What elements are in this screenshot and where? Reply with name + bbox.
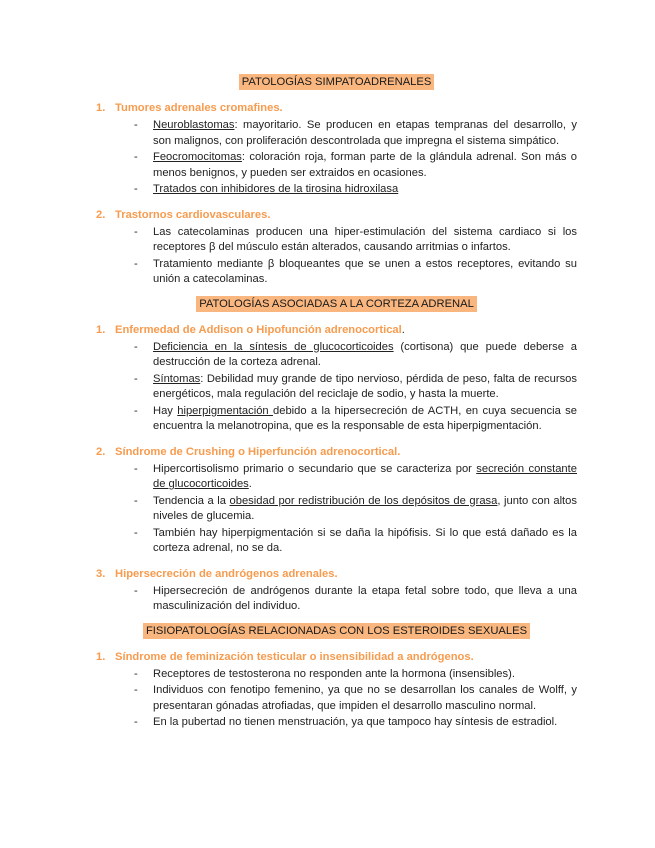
list-item bbox=[134, 225, 577, 256]
list-item bbox=[134, 683, 577, 714]
list-item bbox=[134, 494, 577, 525]
bullet-list bbox=[96, 667, 577, 731]
section bbox=[96, 74, 577, 288]
bullet-list bbox=[96, 118, 577, 198]
list-item bbox=[134, 257, 577, 288]
list-item bbox=[134, 340, 577, 371]
section-banner: PATOLOGÍAS ASOCIADAS A LA CORTEZA ADRENAL bbox=[196, 296, 477, 312]
dash-bullet: - bbox=[134, 372, 138, 385]
body-text: Hipersecreción de andrógenos durante la etapa fetal sobre todo, que lleva a una masculinización del individuo. bbox=[153, 584, 577, 612]
section-banner: PATOLOGÍAS SIMPATOADRENALES bbox=[239, 74, 435, 90]
heading-text: Trastornos cardiovasculares. bbox=[115, 208, 271, 221]
section bbox=[96, 296, 577, 615]
list-item bbox=[134, 404, 577, 435]
list-item bbox=[134, 667, 577, 683]
list-item bbox=[134, 526, 577, 557]
list-item bbox=[134, 118, 577, 149]
numbered-heading bbox=[96, 444, 577, 460]
body-text: (cortisona) que puede deberse a destrucción de la corteza adrenal. bbox=[153, 340, 577, 368]
heading-number: 1. bbox=[96, 323, 106, 336]
list-item bbox=[134, 182, 577, 198]
heading-number: 1. bbox=[96, 650, 106, 663]
bullet-list bbox=[96, 225, 577, 288]
body-text: Tendencia a la bbox=[153, 494, 230, 507]
dash-bullet: - bbox=[134, 404, 138, 417]
body-text: Las catecolaminas producen una hiper-estimulación del sistema cardiaco si los receptores β del músculo están alterados, causando arritmias o infartos. bbox=[153, 225, 577, 253]
dash-bullet: - bbox=[134, 716, 138, 728]
dash-bullet: - bbox=[134, 684, 138, 696]
underlined-text: Deficiencia en la síntesis de glucocorticoides bbox=[153, 340, 394, 353]
heading-number: 2. bbox=[96, 208, 106, 221]
dash-bullet: - bbox=[134, 340, 138, 353]
body-text: : Debilidad muy grande de tipo nervioso, pérdida de peso, falta de recursos energéticos, mala regulación del reciclaje de sodio, y hasta la muerte. bbox=[153, 372, 577, 400]
list-item bbox=[134, 584, 577, 615]
heading-number: 2. bbox=[96, 445, 106, 458]
underlined-text: Síntomas bbox=[153, 372, 201, 385]
body-text: En la pubertad no tienen menstruación, ya que tampoco hay síntesis de estradiol. bbox=[153, 716, 558, 728]
body-text: Individuos con fenotipo femenino, ya que no se desarrollan los canales de Wolff, y presentaran gónadas atrofiadas, que impiden el desarrollo masculino normal. bbox=[153, 684, 577, 712]
dash-bullet: - bbox=[134, 584, 138, 597]
dash-bullet: - bbox=[134, 183, 138, 195]
heading-text: Síndrome de feminización testicular o insensibilidad a andrógenos. bbox=[115, 650, 474, 663]
body-text: Receptores de testosterona no responden ante la hormona (insensibles). bbox=[153, 667, 515, 680]
list-item bbox=[134, 150, 577, 181]
underlined-text: Neuroblastomas bbox=[153, 119, 235, 131]
dash-bullet: - bbox=[134, 119, 138, 131]
list-item bbox=[134, 462, 577, 493]
underlined-text: secreción constante de glucocorticoides bbox=[153, 462, 577, 490]
dash-bullet: - bbox=[134, 526, 138, 539]
underlined-text: obesidad por redistribución de los depósitos de grasa bbox=[229, 494, 498, 507]
dash-bullet: - bbox=[134, 462, 138, 475]
numbered-heading bbox=[96, 100, 577, 116]
body-text: : mayoritario. Se producen en etapas tempranas del desarrollo, y son malignos, con proliferación descontrolada que impregna el sistema simpático. bbox=[153, 119, 577, 147]
body-text: También hay hiperpigmentación si se daña la hipófisis. Si lo que está dañado es la corteza adrenal, no se da. bbox=[153, 526, 577, 554]
dash-bullet: - bbox=[134, 257, 138, 270]
section-banner: FISIOPATOLOGÍAS RELACIONADAS CON LOS ESTEROIDES SEXUALES bbox=[143, 623, 530, 639]
heading-text: Hipersecreción de andrógenos adrenales. bbox=[115, 567, 338, 580]
list-item bbox=[134, 372, 577, 403]
dash-bullet: - bbox=[134, 151, 138, 163]
heading-text: Síndrome de Crushing o Hiperfunción adrenocortical. bbox=[115, 445, 401, 458]
body-text: , junto con altos niveles de glucemia. bbox=[153, 494, 577, 522]
heading-suffix: . bbox=[401, 323, 405, 336]
body-text: Hay bbox=[153, 404, 178, 417]
underlined-text: Tratados con inhibidores de la tirosina hidroxilasa bbox=[153, 183, 399, 195]
heading-text: Tumores adrenales cromafines. bbox=[115, 102, 283, 114]
numbered-heading bbox=[96, 322, 577, 338]
body-text: . bbox=[248, 478, 252, 490]
body-text: Tratamiento mediante β bloqueantes que se unen a estos receptores, evitando su unión a catecolaminas. bbox=[153, 257, 577, 285]
heading-number: 3. bbox=[96, 567, 106, 580]
section-heading bbox=[96, 296, 577, 312]
numbered-heading bbox=[96, 566, 577, 582]
heading-text: Enfermedad de Addison o Hipofunción adrenocortical bbox=[115, 323, 402, 336]
numbered-heading bbox=[96, 649, 577, 665]
numbered-heading bbox=[96, 207, 577, 223]
bullet-list bbox=[96, 584, 577, 615]
section bbox=[96, 623, 577, 731]
body-text: : coloración roja, forman parte de la glándula adrenal. Son más o menos benignos, y pueden ser extraidos en ocasiones. bbox=[153, 151, 577, 179]
dash-bullet: - bbox=[134, 494, 138, 507]
bullet-list bbox=[96, 462, 577, 557]
underlined-text: hiperpigmentación bbox=[177, 404, 273, 417]
dash-bullet: - bbox=[134, 667, 138, 680]
body-text: debido a la hipersecreción de ACTH, en cuya secuencia se encuentra la melanotropina, que es la responsable de esta hiperpigmentación. bbox=[153, 404, 577, 432]
body-text: Hipercortisolismo primario o secundario que se caracteriza por bbox=[153, 462, 477, 475]
section-heading bbox=[96, 74, 577, 90]
bullet-list bbox=[96, 340, 577, 435]
list-item bbox=[134, 715, 577, 731]
heading-number: 1. bbox=[96, 102, 106, 114]
dash-bullet: - bbox=[134, 225, 138, 238]
section-heading bbox=[96, 623, 577, 639]
underlined-text: Feocromocitomas bbox=[153, 151, 242, 163]
